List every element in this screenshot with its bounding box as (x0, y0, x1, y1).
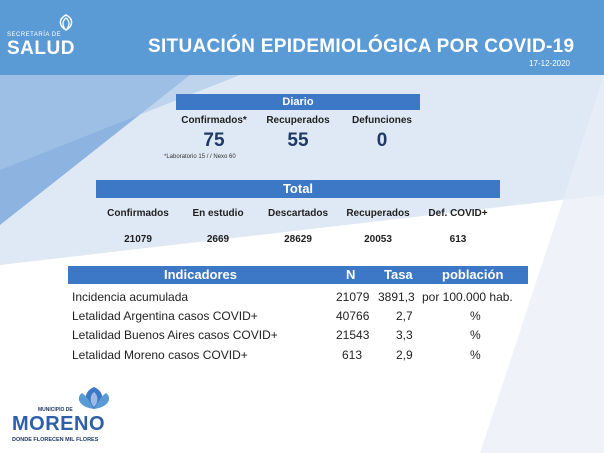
diario-header (176, 94, 420, 110)
indicator-n: 21079 (336, 290, 370, 304)
indicadores-header (68, 266, 528, 284)
indicator-n: 613 (342, 348, 363, 362)
indicator-tasa: 3,3 (396, 328, 413, 342)
page-title: SITUACIÓN EPIDEMIOLÓGICA POR COVID-19 (148, 36, 575, 57)
indicator-name: Incidencia acumulada (72, 290, 189, 304)
indicator-name: Letalidad Moreno casos COVID+ (72, 348, 248, 362)
total-value-recuperados: 20053 (364, 234, 392, 245)
header-indicadores: Indicadores (164, 267, 237, 282)
header-n: N (346, 267, 356, 282)
logo-tagline: DONDE FLORECEN MIL FLORES (12, 437, 99, 443)
indicator-name: Letalidad Buenos Aires casos COVID+ (72, 328, 278, 342)
indicator-n: 40766 (336, 309, 370, 323)
diario-value-recuperados: 55 (287, 130, 309, 151)
indicator-poblacion: % (470, 309, 481, 323)
total-label-en-estudio: En estudio (192, 208, 244, 219)
total-value-descartados: 28629 (284, 234, 312, 245)
indicator-n: 21543 (336, 328, 370, 342)
indicator-poblacion: por 100.000 hab. (422, 290, 513, 304)
total-label-def-covid: Def. COVID+ (428, 208, 488, 219)
indicator-tasa: 2,9 (396, 348, 413, 362)
diario-value-confirmados: 75 (203, 130, 225, 151)
logo-small: MUNICIPIO DE (38, 407, 73, 413)
header-poblacion: población (442, 267, 504, 282)
table-row (72, 328, 532, 348)
total-label-confirmados: Confirmados (107, 208, 169, 219)
diario-label-confirmados: Confirmados* (181, 115, 247, 126)
indicator-tasa: 2,7 (396, 309, 413, 323)
logo-big: MORENO (12, 413, 105, 435)
total-label-descartados: Descartados (267, 208, 329, 219)
table-row (72, 290, 532, 310)
total-label-recuperados: Recuperados (346, 208, 410, 219)
diario-title: Diario (282, 96, 314, 108)
flower-icon (55, 12, 77, 34)
table-row (72, 309, 532, 329)
flower-icon (74, 385, 114, 411)
diario-value-defunciones: 0 (376, 130, 388, 151)
total-value-en-estudio: 2669 (206, 234, 230, 245)
org-big-label: SALUD (7, 38, 75, 59)
indicator-name: Letalidad Argentina casos COVID+ (72, 309, 258, 323)
diario-label-defunciones: Defunciones (351, 115, 412, 126)
report-date: 17-12-2020 (529, 59, 570, 68)
total-title: Total (282, 181, 314, 196)
indicator-tasa: 3891,3 (378, 290, 415, 304)
indicator-poblacion: % (470, 348, 481, 362)
total-header (96, 180, 500, 198)
table-row (72, 348, 532, 368)
header-tasa: Tasa (384, 267, 413, 282)
org-small-label: SECRETARÍA DE (7, 32, 62, 38)
total-value-confirmados: 21079 (124, 234, 152, 245)
diario-footnote: *Laboratorio 15 / / Nexo 60 (164, 154, 236, 160)
indicator-poblacion: % (470, 328, 481, 342)
total-value-def-covid: 613 (449, 234, 467, 245)
diario-label-recuperados: Recuperados (266, 115, 330, 126)
